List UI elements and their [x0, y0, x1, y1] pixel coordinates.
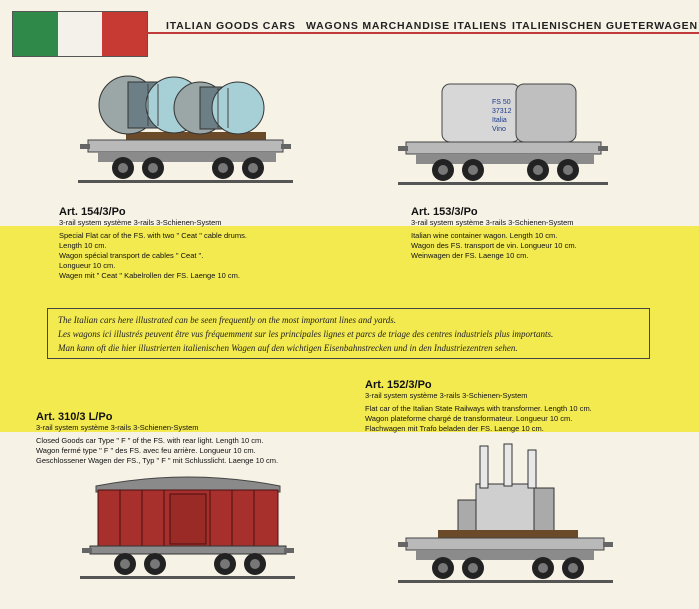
article-desc-line: Geschlossener Wagen der FS., Typ " F " mit Schlusslicht. Laenge 10 cm. [36, 456, 279, 465]
closed-goods-wagon-illustration [80, 472, 295, 584]
article-desc-line: Special Flat car of the FS. with two " Ceat " cable drums. [59, 231, 247, 240]
italian-flag [12, 11, 148, 57]
header-german: ITALIENISCHEN GUETERWAGEN [512, 20, 698, 32]
tank-lettering-line-2: 37312 [492, 108, 512, 115]
article-desc-line: Closed Goods car Type " F " of the FS. with rear light. Length 10 cm. [36, 436, 264, 445]
article-desc-line: Wagon fermé type " F " des FS. avec feu arrière. Longueur 10 cm. [36, 446, 256, 455]
info-quote-box [47, 308, 650, 359]
article-desc-line: Weinwagen der FS. Laenge 10 cm. [411, 251, 529, 260]
article-system: 3-rail system système 3-rails 3-Schienen-System [365, 391, 528, 400]
article-desc-line: Italian wine container wagon. Length 10 cm. [411, 231, 558, 240]
wine-container-wagon-illustration [398, 72, 608, 190]
quote-english: The Italian cars here illustrated can be seen frequently on the most important lines and yards. [58, 315, 396, 325]
article-desc-line: Length 10 cm. [59, 241, 107, 250]
article-title: Art. 310/3 L/Po [36, 411, 113, 423]
header-rule [146, 32, 699, 34]
article-system: 3-rail system système 3-rails 3-Schienen-System [36, 423, 199, 432]
article-title: Art. 153/3/Po [411, 206, 478, 218]
article-154 [59, 206, 247, 281]
flag-red-stripe [102, 12, 147, 56]
article-152 [365, 379, 592, 434]
quote-german: Man kann oft die hier illustrierten italienischen Wagen auf den wichtigen Eisenbahnstrecken und in den Industriezentren sehen. [58, 343, 518, 353]
article-desc-line: Wagon des FS. transport de vin. Longueur 10 cm. [411, 241, 577, 250]
tank-lettering-line-4: Vino [492, 126, 506, 133]
tank-lettering-line-1: FS 50 [492, 99, 511, 106]
quote-french: Les wagons ici illustrés peuvent être vus fréquemment sur les principales lignes et parcs de triage des centres industriels plus importants. [58, 329, 554, 339]
article-system: 3-rail system système 3-rails 3-Schienen-System [411, 218, 574, 227]
article-desc-line: Flat car of the Italian State Railways with transformer. Length 10 cm. [365, 404, 592, 413]
tank-lettering-line-3: Italia [492, 117, 507, 124]
article-title: Art. 154/3/Po [59, 206, 126, 218]
article-system: 3-rail system système 3-rails 3-Schienen-System [59, 218, 222, 227]
flag-green-stripe [13, 12, 58, 56]
article-desc-line: Flachwagen mit Trafo beladen der FS. Laenge 10 cm. [365, 424, 544, 433]
header-french: WAGONS MARCHANDISE ITALIENS [306, 20, 508, 32]
article-desc-line: Wagon spécial transport de cables " Ceat ". [59, 251, 204, 260]
cable-drum-wagon-illustration [78, 70, 293, 190]
article-310 [36, 411, 278, 466]
article-desc-line: Wagen mit " Ceat " Kabelrollen der FS. Laenge 10 cm. [59, 271, 240, 280]
transformer-wagon-illustration [398, 440, 613, 590]
article-title: Art. 152/3/Po [365, 379, 432, 391]
article-desc-line: Longueur 10 cm. [59, 261, 116, 270]
header-english: ITALIAN GOODS CARS [166, 20, 296, 32]
article-desc-line: Wagon plateforme chargé de transformateur. Longueur 10 cm. [365, 414, 573, 423]
flag-white-stripe [58, 12, 103, 56]
article-153 [411, 206, 577, 261]
